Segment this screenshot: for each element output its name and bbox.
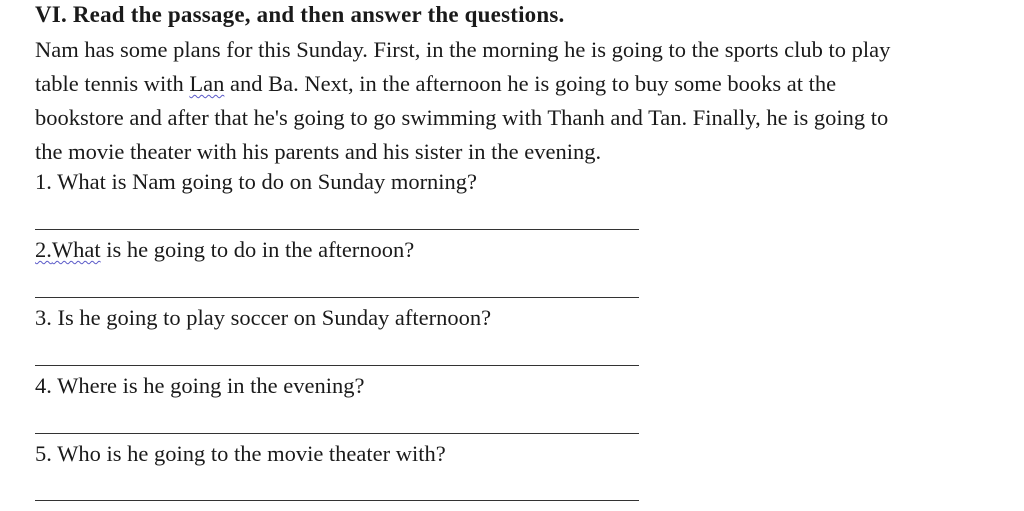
- answer-line-1[interactable]: [35, 229, 639, 230]
- section-heading: VI. Read the passage, and then answer the questions.: [35, 2, 565, 27]
- answer-line-3[interactable]: [35, 365, 639, 366]
- question-text: Who is he going to the movie theater with?: [57, 441, 446, 466]
- passage-line: the movie theater with his parents and his sister in the evening.: [35, 139, 602, 164]
- question-text: is he going to do in the afternoon?: [100, 237, 415, 262]
- question-2: [35, 237, 414, 263]
- spellcheck-marked-word: Lan: [189, 71, 225, 96]
- question-text: Where is he going in the evening?: [57, 373, 365, 398]
- question-number: 4.: [35, 373, 52, 398]
- question-1: [35, 169, 477, 195]
- answer-line-5[interactable]: [35, 500, 639, 501]
- answer-line-4[interactable]: [35, 433, 639, 434]
- question-5: [35, 441, 446, 467]
- answer-line-2[interactable]: [35, 297, 639, 298]
- question-text: Is he going to play soccer on Sunday afternoon?: [57, 305, 492, 330]
- question-4: [35, 373, 365, 399]
- question-text: What is Nam going to do on Sunday morning?: [57, 169, 478, 194]
- reading-passage: [35, 33, 1017, 169]
- question-number: 1.: [35, 169, 52, 194]
- passage-line: [35, 67, 1017, 101]
- passage-line: Nam has some plans for this Sunday. First, in the morning he is going to the sports club to play: [35, 37, 891, 62]
- question-number-marked: 2.What: [35, 237, 101, 262]
- question-number: 3.: [35, 305, 52, 330]
- passage-line: bookstore and after that he's going to go swimming with Thanh and Tan. Finally, he is going to: [35, 105, 889, 130]
- question-number: 5.: [35, 441, 52, 466]
- passage-text: table tennis with: [35, 71, 190, 96]
- question-3: [35, 305, 491, 331]
- passage-text: and Ba. Next, in the afternoon he is going to buy some books at the: [224, 71, 837, 96]
